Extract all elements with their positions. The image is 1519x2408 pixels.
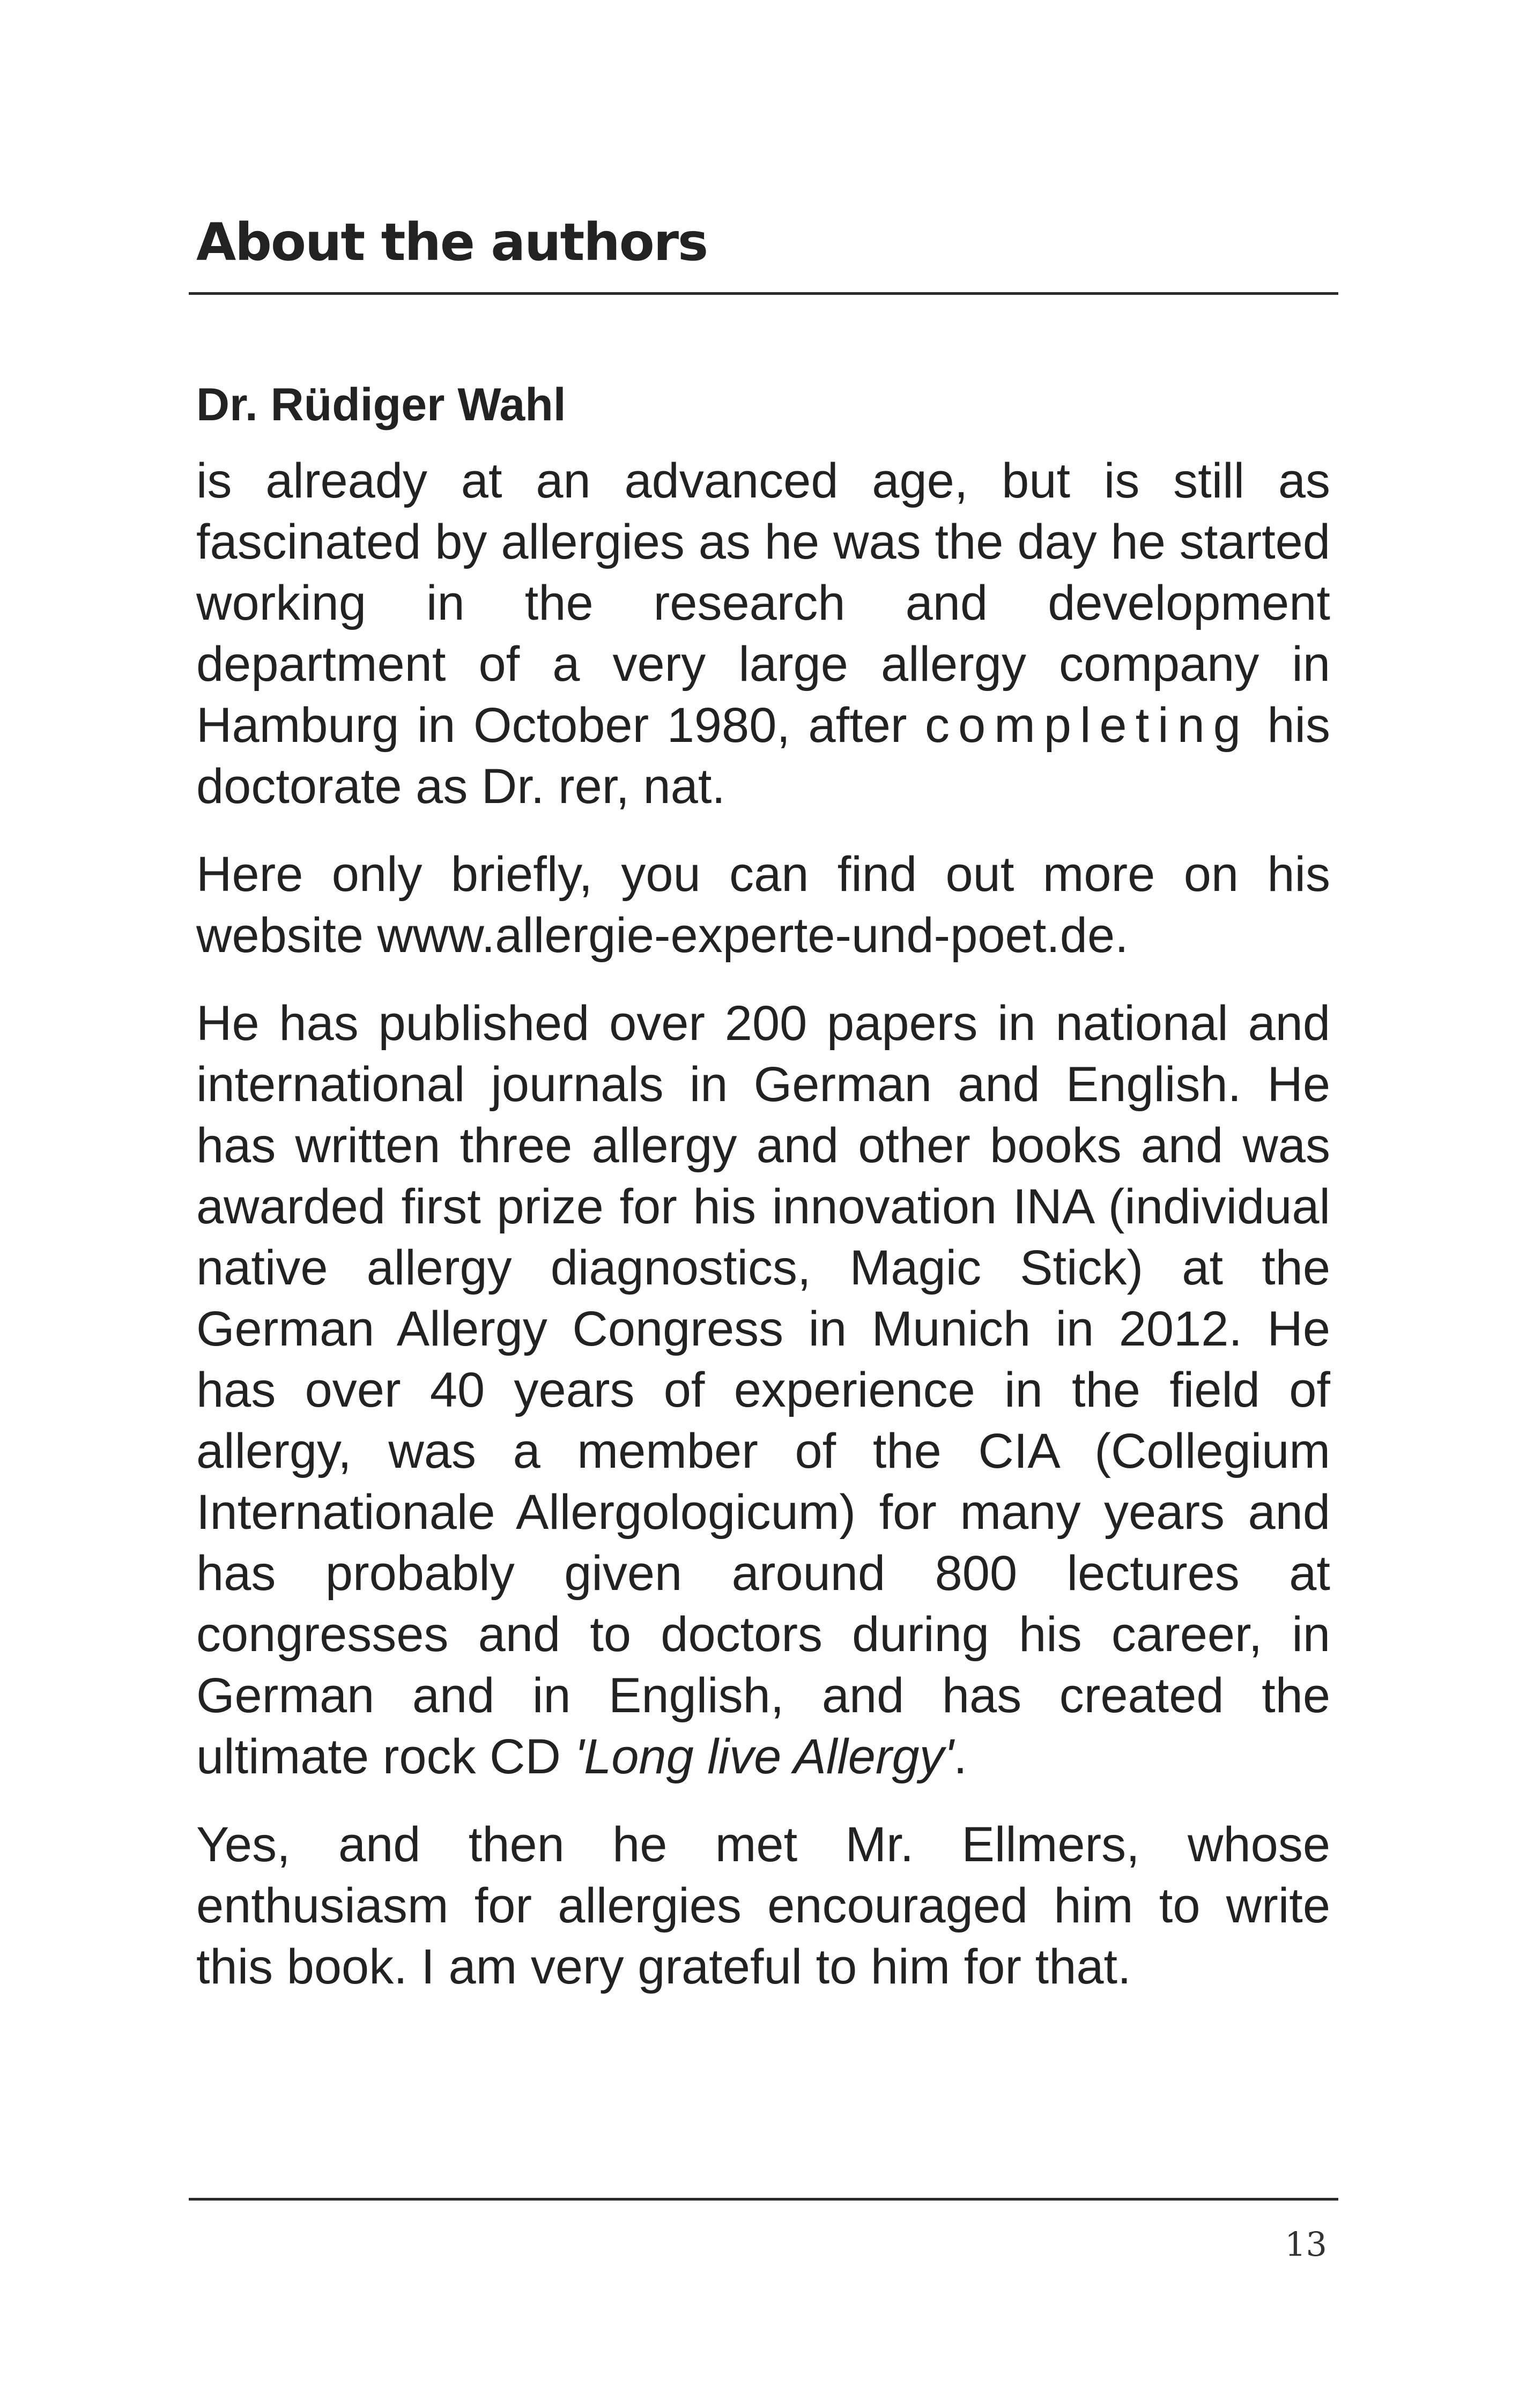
footer-rule <box>189 2198 1338 2201</box>
bio-paragraph-3-text: He has published over 200 papers in national and international journals in German and English. He has written three allergy and other books and was awarded first prize for his innovation INA (individual native allergy diagnostics, Magic Stick) at the German Allergy Congress in Munich in 2012. He has over 40 years of experience in the field of allergy, was a member of the CIA (Collegium Internationale Allergologicum) for many years and has probably given around 800 lectures at congresses and to doctors during his career, in German and in English, and has created the ultimate rock CD <box>196 996 1330 1784</box>
bio-paragraph-4: Yes, and then he met Mr. Ellmers, whose enthusiasm for allergies encouraged him to write this book. I am very grateful to him for that. <box>196 1817 1330 1994</box>
bio-paragraph-2: Here only briefly, you can find out more on his website www.allergie-experte-und-poet.de. <box>196 847 1330 963</box>
bio-paragraph-3-end: . <box>953 1729 967 1784</box>
author-name: Dr. Rüdiger Wahl <box>196 379 566 430</box>
bio-paragraph-3 <box>196 993 1330 1787</box>
letterspaced-word: completing <box>925 698 1249 753</box>
heading-rule <box>189 292 1338 295</box>
bio-paragraph-1 <box>196 450 1330 817</box>
bio-paragraph-1-end: his doctorate as Dr. rer, nat. <box>196 698 1330 814</box>
cd-title: 'Long live Allergy' <box>574 1729 954 1784</box>
bio-paragraph-1-text: is already at an advanced age, but is still as fascinated by allergies as he was the day he started working in the research and development department of a very large allergy company in Hamburg in October 1980, after <box>196 454 1330 753</box>
page-number: 13 <box>1285 2225 1327 2264</box>
author-section <box>196 370 1330 2024</box>
section-heading: About the authors <box>196 212 708 272</box>
